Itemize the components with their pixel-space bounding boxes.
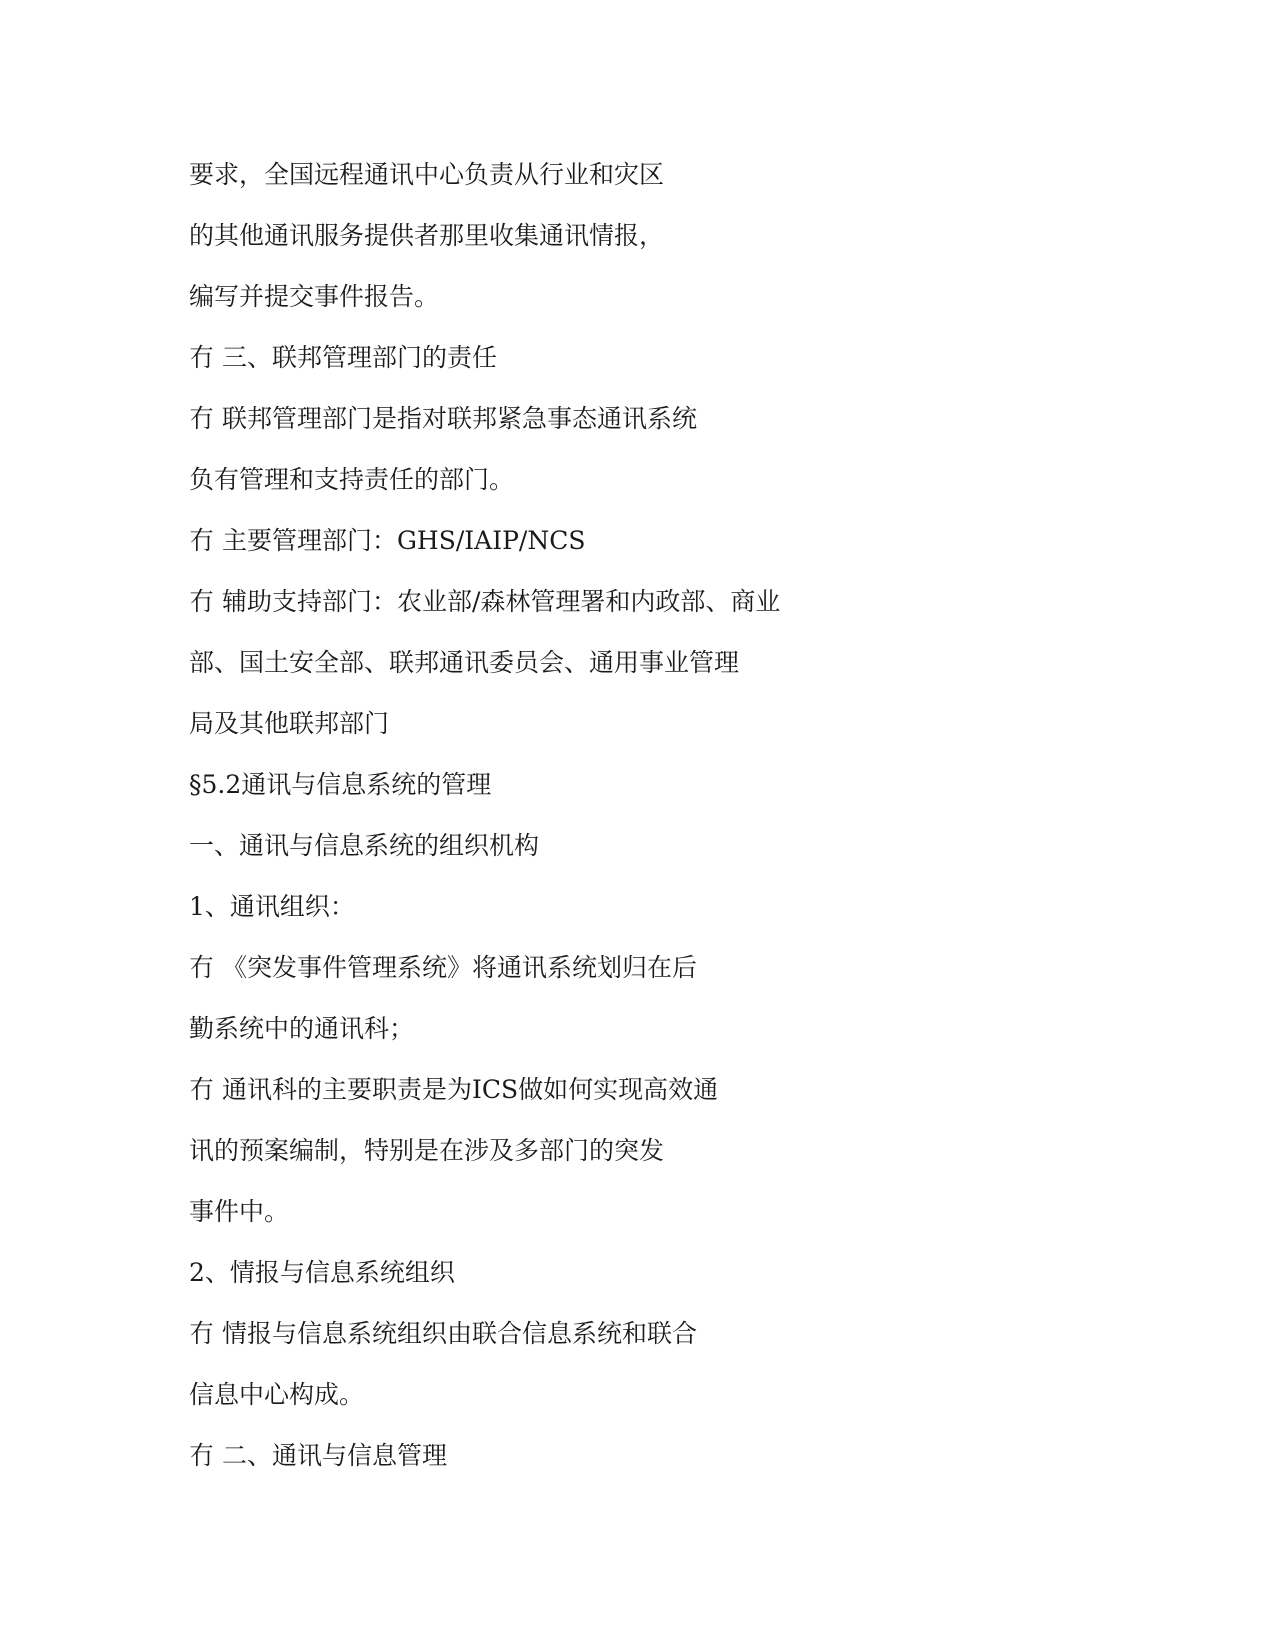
text-line-15: 勤系统中的通讯科； [189,1014,415,1043]
text-line-20: 冇 情报与信息系统组织由联合信息系统和联合 [189,1319,697,1348]
section-heading-federal-responsibility: 冇 三、联邦管理部门的责任 [189,343,497,372]
text-line-18: 事件中。 [189,1197,290,1226]
text-line-7: 冇 主要管理部门：GHS/IAIP/NCS [189,526,586,555]
text-line-9: 部、国土安全部、联邦通讯委员会、通用事业管理 [189,648,740,677]
text-line-14: 冇 《突发事件管理系统》将通讯系统划归在后 [189,953,697,982]
item-heading-communication-org: 1、通讯组织： [189,892,355,921]
section-heading-5-2: §5.2通讯与信息系统的管理 [189,770,492,799]
text-line-6: 负有管理和支持责任的部门。 [189,465,515,494]
text-line-17: 讯的预案编制，特别是在涉及多部门的突发 [189,1136,665,1165]
text-line-5: 冇 联邦管理部门是指对联邦紧急事态通讯系统 [189,404,697,433]
text-line-2: 的其他通讯服务提供者那里收集通讯情报， [189,221,665,250]
text-line-3: 编写并提交事件报告。 [189,282,440,311]
text-line-16: 冇 通讯科的主要职责是为ICS做如何实现高效通 [189,1075,719,1104]
text-line-1: 要求，全国远程通讯中心负责从行业和灾区 [189,160,665,189]
item-heading-intelligence-org: 2、情报与信息系统组织 [189,1258,455,1287]
subsection-heading-organization: 一、通讯与信息系统的组织机构 [189,831,540,860]
text-line-21: 信息中心构成。 [189,1380,365,1409]
section-heading-communication-management: 冇 二、通讯与信息管理 [189,1441,447,1470]
document-body [189,144,1089,1486]
text-line-10: 局及其他联邦部门 [189,709,390,738]
text-line-8: 冇 辅助支持部门：农业部/森林管理署和内政部、商业 [189,587,781,616]
